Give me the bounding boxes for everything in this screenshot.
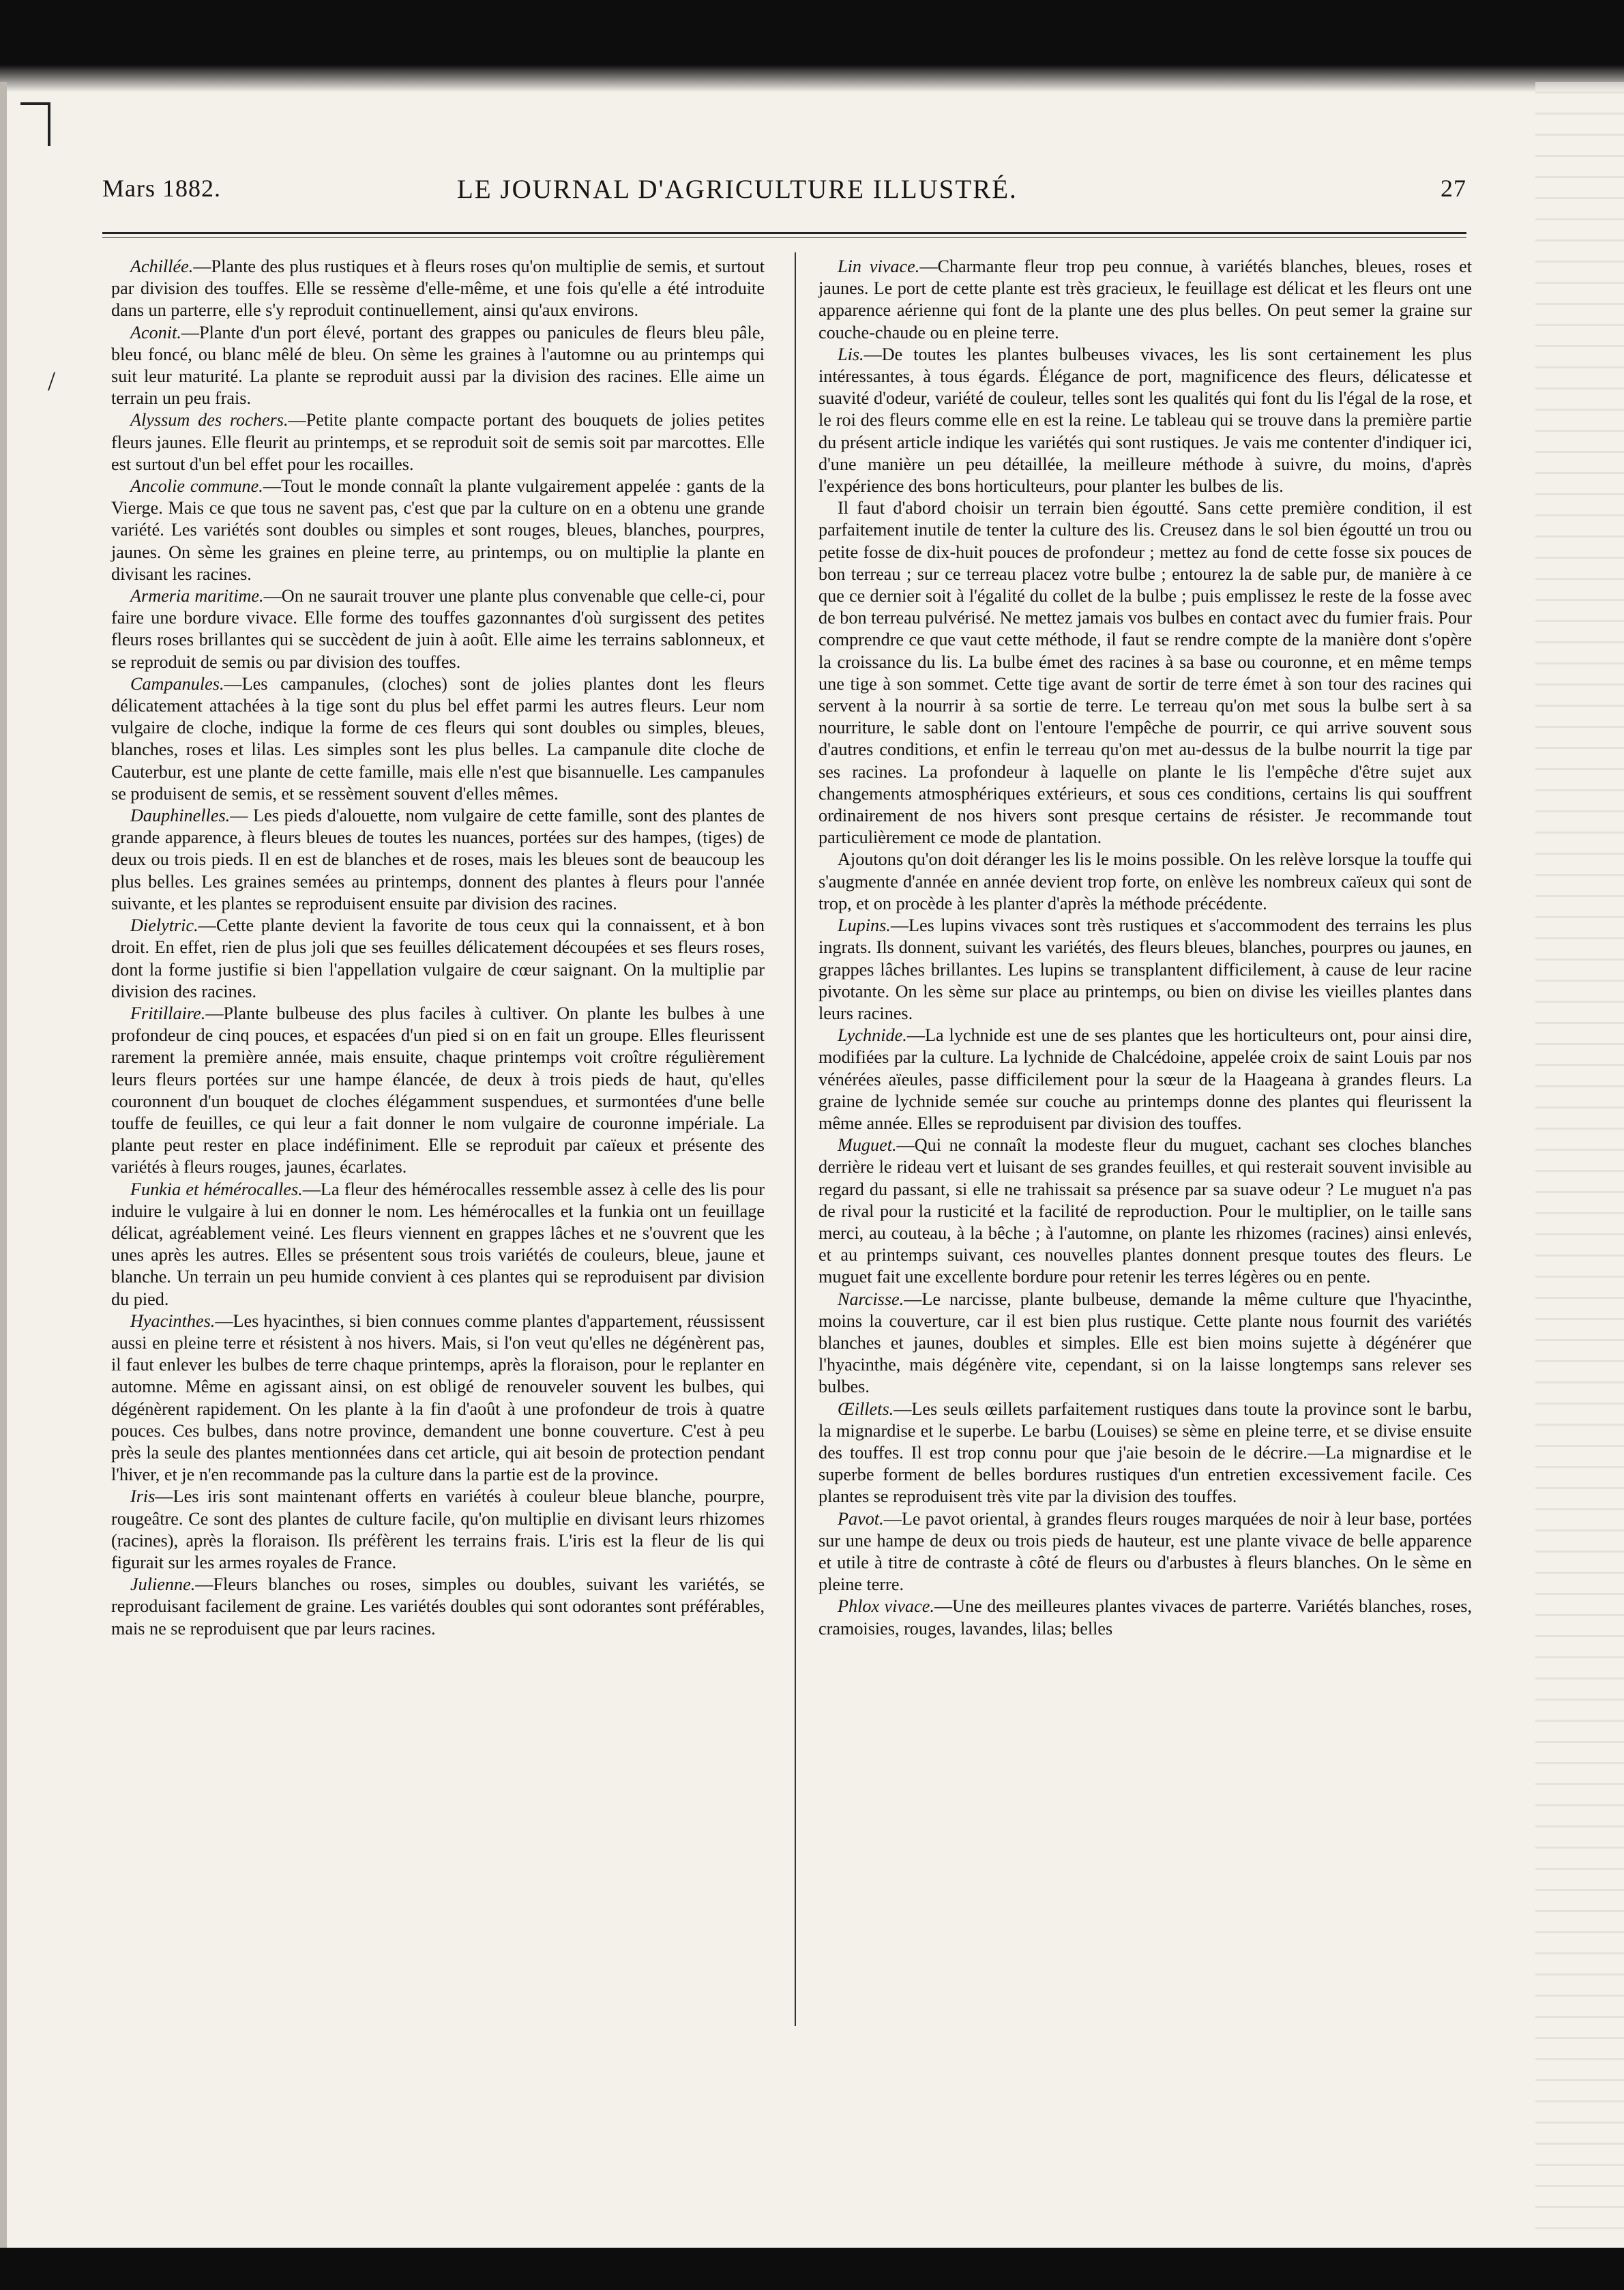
header-rule bbox=[102, 232, 1466, 234]
article-paragraph bbox=[818, 1596, 1472, 1639]
plant-term: Campanules. bbox=[130, 673, 224, 694]
header-date: Mars 1882. bbox=[102, 175, 221, 202]
paragraph-text: —Qui ne connaît la modeste fleur du muguet, cachant ses cloches blanches derrière le rideau vert et luisant de ses grandes feuilles, et qui resterait souvent invisible au regard du passant, si elle ne trahissait sa présence par sa suave odeur ? Le muguet n'a pas de rival pour la rusticité et la facilité de reproduction. Pour le multiplier, on le taille sans merci, au couteau, à la bêche ; à l'automne, on plante les rhizomes (racines) ainsi enlevés, et au printemps suivant, ces nouvelles plantes donnent presque toutes des fleurs. Le muguet fait une excellente bordure pour retenir les terres légères ou en pente. bbox=[818, 1135, 1472, 1287]
article-paragraph bbox=[111, 256, 765, 322]
article-paragraph bbox=[818, 1025, 1472, 1134]
paragraph-text: Il faut d'abord choisir un terrain bien égoutté. Sans cette première condition, il est parfaitement inutile de tenter la culture des lis. Creusez dans le sol bien égoutté un trou ou petite fosse de dix-huit pouces de profondeur ; mettez au fond de cette fosse six pouces de bon terreau ; sur ce terreau placez votre bulbe ; entourez la de sable pur, de manière à ce que ce dernier soit à l'égalité du collet de la bulbe ; puis emplissez le reste de la fosse avec de bon terreau pulvérisé. Ne mettez jamais vos bulbes en contact avec du fumier frais. Pour comprendre ce que vaut cette méthode, il faut se rendre compte de la manière dont s'opère la croissance du lis. La bulbe émet des racines à sa base ou couronne, et en même temps une tige à son sommet. Cette tige avant de sortir de terre émet à son tour des racines qui servent à la nourrir à sa sortie de terre. Le terreau qu'on met sous la bulbe sert à sa nourriture, le sable dont on l'entoure l'empêche de pourrir, ce qui arrive souvent sous d'autres conditions, et enfin le terreau qu'on met au-dessus de la bulbe nourrit la tige par ses racines. La profondeur à laquelle on plante le lis l'empêche d'être sujet aux changements atmosphériques extérieurs, et sous ces conditions, certains lis qui souffrent ordinairement de nos hivers sont presque certains de résister. Je recommande tout particulièrement ce mode de plantation. bbox=[818, 498, 1472, 848]
article-paragraph bbox=[818, 1508, 1472, 1596]
paragraph-text: —Les iris sont maintenant offerts en variétés à couleur bleue blanche, pourpre, rougeâtre. Ce sont des plantes de culture facile, qu'on multiplie en divisant leurs rhizomes (racines), après la floraison. Ils préfèrent les terrains frais. L'iris est la fleur de lis qui figurait sur les armes royales de France. bbox=[111, 1486, 765, 1572]
corner-mark bbox=[20, 102, 50, 146]
plant-term: Phlox vivace. bbox=[838, 1596, 934, 1617]
header-rule-thin bbox=[102, 237, 1466, 238]
paragraph-text: —Plante bulbeuse des plus faciles à cultiver. On plante les bulbes à une profondeur de cinq pouces, et espacées d'un pied si on en fait un groupe. Elles fleurissent rarement la première année, mais ensuite, chaque printemps voit croître régulièrement leurs fleurs portées sur une hampe élancée, de deux à trois pieds de haut, qu'elles couronnent d'un bouquet de cloches élégamment suspendues, et surmontées d'une belle touffe de feuilles, ce qui leur a fait donner le nom vulgaire de couronne impériale. La plante peut rester en place indéfiniment. Elle se reproduit par caïeux et présente des variétés à fleurs rouges, jaunes, écarlates. bbox=[111, 1003, 765, 1177]
paragraph-text: —Tout le monde connaît la plante vulgairement appelée : gants de la Vierge. Mais ce que tous ne savent pas, c'est que par la culture on en a obtenu une grande variété. Les variétés sont doubles ou simples et sont rouges, bleues, blanches, pourpres, jaunes. On sème les graines en pleine terre, au printemps, ou on multiplie la plante en divisant les racines. bbox=[111, 476, 765, 584]
plant-term: Dauphinelles. bbox=[130, 806, 231, 826]
article-paragraph bbox=[818, 1398, 1472, 1508]
plant-term: Narcisse. bbox=[838, 1289, 904, 1309]
article-paragraph bbox=[111, 585, 765, 673]
margin-mark: / bbox=[48, 366, 56, 396]
article-paragraph bbox=[818, 1289, 1472, 1398]
article-paragraph bbox=[111, 673, 765, 805]
paragraph-text: —De toutes les plantes bulbeuses vivaces, les lis sont certainement les plus intéressantes, à tous égards. Élégance de port, magnificence des fleurs, délicatesse et suavité d'odeur, variété de couleur, telles sont les qualités qui font du lis l'égal de la rose, et le roi des fleurs comme elle en est la reine. Le tableau qui se trouve dans la première partie du présent article indique les variétés qui sont rustiques. Je vais me contenter d'indiquer ici, d'une manière un peu détaillée, la meilleure méthode à suivre, du moins, d'après l'expérience des bons horticulteurs, pour planter les bulbes de lis. bbox=[818, 344, 1472, 497]
plant-term: Funkia et hémérocalles. bbox=[130, 1179, 303, 1199]
article-paragraph bbox=[111, 805, 765, 915]
article-paragraph bbox=[818, 849, 1472, 915]
paragraph-text: —La lychnide est une de ses plantes que les horticulteurs ont, pour ainsi dire, modifiées par la culture. La lychnide de Chalcédoine, appelée croix de saint Louis par nos vénérées aïeules, passe difficilement pour la sœur de la Haageana à grandes fleurs. La graine de lychnide semée sur couche au printemps donne des plantes qui fleurissent la même année. Elles se reproduisent par division des touffes. bbox=[818, 1025, 1472, 1133]
paragraph-text: Ajoutons qu'on doit déranger les lis le moins possible. On les relève lorsque la touffe qui s'augmente d'année en année devient trop forte, on enlève les nombreux caïeux qui sont de trop, et on procède à les planter d'après la méthode précédente. bbox=[818, 849, 1472, 913]
article-paragraph bbox=[111, 475, 765, 585]
page-number: 27 bbox=[1441, 175, 1466, 202]
article-paragraph bbox=[111, 1003, 765, 1179]
page-header bbox=[102, 174, 1466, 215]
article-paragraph bbox=[818, 256, 1472, 344]
plant-term: Julienne. bbox=[130, 1574, 196, 1595]
article-paragraph bbox=[111, 1310, 765, 1486]
plant-term: Fritillaire. bbox=[130, 1003, 206, 1023]
article-paragraph bbox=[111, 409, 765, 475]
plant-term: Œillets. bbox=[838, 1398, 894, 1419]
paragraph-text: —Les campanules, (cloches) sont de jolies plantes dont les fleurs délicatement attachées à la tige sont du plus bel effet parmi les autres fleurs. Leur nom vulgaire de cloche, indique la forme de ces fleurs qui sont doubles ou simples, bleues, blanches, roses et lilas. Les simples sont les plus belles. La campanule dite cloche de Cauterbur, est une plante de cette famille, mais elle n'est que bisannuelle. Les campanules se produisent de semis, et se ressèment souvent d'elles mêmes. bbox=[111, 673, 765, 804]
scan-top-border bbox=[0, 0, 1624, 92]
article-paragraph bbox=[111, 1486, 765, 1574]
plant-term: Iris bbox=[130, 1486, 156, 1507]
paragraph-text: —La fleur des hémérocalles ressemble assez à celle des lis pour induire le vulgaire à lui en donner le nom. Les hémérocalles et la funkia ont un feuillage délicat, agréablement veiné. Les fleurs viennent en grappes lâches et ne s'ouvrent que les unes après les autres. Elles se présentent sous trois variétés de couleurs, bleue, jaune et blanche. Un terrain un peu humide convient à ces plantes qui se reproduisent par division du pied. bbox=[111, 1179, 765, 1309]
paragraph-text: —Le narcisse, plante bulbeuse, demande la même culture que l'hyacinthe, moins la couverture, car il est bien plus rustique. Cette plante nous fournit des variétés blanches et jaunes, doubles et simples. Elle est bien moins sujette à dégénérer que l'hyacinthe, mais dégénère vite, cependant, si on la laisse longtemps sans relever ses bulbes. bbox=[818, 1289, 1472, 1397]
plant-term: Pavot. bbox=[838, 1508, 884, 1529]
plant-term: Achillée. bbox=[130, 256, 194, 276]
paragraph-text: — Les pieds d'alouette, nom vulgaire de cette famille, sont des plantes de grande apparence, à fleurs bleues de toutes les nuances, portées sur des hampes, (tiges) de deux ou trois pieds. Il en est de blanches et de roses, mais les bleues sont de beaucoup les plus belles. Les graines semées au printemps, donnent des plantes à fleurs pour l'année suivante, et les plantes se reproduisent ensuite par division des racines. bbox=[111, 806, 765, 913]
paragraph-text: —Cette plante devient la favorite de tous ceux qui la connaissent, et à bon droit. En effet, rien de plus joli que ses feuilles délicatement découpées et ses fleurs roses, dont la forme justifie si bien l'appellation vulgaire de cœur saignant. On la multiplie par division des racines. bbox=[111, 915, 765, 1001]
paragraph-text: —On ne saurait trouver une plante plus convenable que celle-ci, pour faire une bordure vivace. Elle forme des touffes gazonnantes d'où surgissent des petites fleurs roses brillantes qui se succèdent de juin à août. Elle aime les terrains sablonneux, et se reproduit de semis ou par division des touffes. bbox=[111, 586, 765, 672]
journal-title: LE JOURNAL D'AGRICULTURE ILLUSTRÉ. bbox=[457, 175, 1018, 204]
paragraph-text: —Les seuls œillets parfaitement rustiques dans toute la province sont le barbu, la mignardise et le superbe. Le barbu (Louises) se sème en pleine terre, et se divise ensuite des touffes. Il est trop connu pour que j'aie besoin de le décrire.—La mignardise et le superbe forment de belles bordures rustiques d'un entretien excessivement facile. Ces plantes se reproduisent très vite par la division des touffes. bbox=[818, 1398, 1472, 1507]
plant-term: Lin vivace. bbox=[838, 256, 920, 276]
article-paragraph bbox=[818, 1134, 1472, 1288]
paragraph-text: —Fleurs blanches ou roses, simples ou doubles, suivant les variétés, se reproduisant facilement de graine. Les variétés doubles qui sont odorantes sont préférables, mais ne se reproduisent que par leurs racines. bbox=[111, 1574, 765, 1639]
article-paragraph bbox=[111, 1179, 765, 1310]
plant-term: Dielytric. bbox=[130, 915, 198, 936]
plant-term: Lupins. bbox=[838, 915, 891, 936]
paragraph-text: —Plante des plus rustiques et à fleurs roses qu'on multiplie de semis, et surtout par division des touffes. Elle se ressème d'elle-même, et une fois qu'elle a été introduite dans un parterre, elle s'y reproduit continuellement, ainsi qu'aux environs. bbox=[111, 256, 765, 321]
paragraph-text: —Petite plante compacte portant des bouquets de jolies petites fleurs jaunes. Elle fleurit au printemps, et se reproduit soit de semis soit par marcottes. Elle est surtout d'un bel effet pour les rocailles. bbox=[111, 410, 765, 474]
scan-bottom-border bbox=[0, 2248, 1624, 2290]
paragraph-text: —Charmante fleur trop peu connue, à variétés blanches, bleues, roses et jaunes. Le port de cette plante est très gracieux, le feuillage est délicat et les fleurs ont une apparence aérienne qui font de la plante une des plus belles. On peut semer la graine sur couche-chaude ou en pleine terre. bbox=[818, 256, 1472, 342]
paragraph-text: —Plante d'un port élevé, portant des grappes ou panicules de fleurs bleu pâle, bleu foncé, ou blanc mêlé de bleu. On sème les graines à l'automne ou au printemps qui suit leur maturité. La plante se reproduit aussi par la division des racines. Elle aime un terrain un peu frais. bbox=[111, 322, 765, 409]
article-paragraph bbox=[111, 1574, 765, 1640]
plant-term: Lychnide. bbox=[838, 1025, 907, 1046]
plant-term: Ancolie commune. bbox=[130, 476, 263, 497]
scan-right-edge bbox=[1535, 82, 1624, 2251]
plant-term: Lis. bbox=[838, 344, 864, 364]
left-column bbox=[111, 256, 765, 1640]
article-paragraph bbox=[818, 915, 1472, 1025]
plant-term: Armeria maritime. bbox=[130, 586, 264, 606]
plant-term: Muguet. bbox=[838, 1135, 897, 1156]
scan-left-edge bbox=[0, 82, 7, 2251]
plant-term: Alyssum des rochers. bbox=[130, 410, 289, 430]
paragraph-text: —Le pavot oriental, à grandes fleurs rouges marquées de noir à leur base, portées sur une hampe de deux ou trois pieds de hauteur, est une plante vivace de belle apparence et utile à titre de contraste à côté de fleurs ou d'arbustes à fleurs blanches. On le sème en pleine terre. bbox=[818, 1508, 1472, 1595]
article-paragraph bbox=[818, 344, 1472, 497]
paragraph-text: —Les hyacinthes, si bien connues comme plantes d'appartement, réussissent aussi en pleine terre et résistent à nos hivers. Mais, si l'on veut qu'elles ne dégénèrent pas, il faut enlever les bulbes de terre chaque printemps, après la floraison, pour le replanter en automne. Même en agissant ainsi, on est obligé de renouveler souvent les bulbes, qui dégénèrent rapidement. On les plante à la fin d'août à une profondeur de trois à quatre pouces. Ces bulbes, dans notre province, demandent une bonne couverture. C'est à peu près la seule des plantes mentionnées dans cet article, qui ait besoin de protection pendant l'hiver, et je n'en recommande pas la culture dans la partie est de la province. bbox=[111, 1310, 765, 1485]
paragraph-text: —Une des meilleures plantes vivaces de parterre. Variétés blanches, roses, cramoisies, rouges, lavandes, lilas; belles bbox=[818, 1596, 1472, 1639]
right-column bbox=[818, 256, 1472, 1640]
article-paragraph bbox=[111, 915, 765, 1003]
plant-term: Aconit. bbox=[130, 322, 181, 342]
article-paragraph bbox=[818, 497, 1472, 849]
paragraph-text: —Les lupins vivaces sont très rustiques et s'accommodent des terrains les plus ingrats. Ils donnent, suivant les variétés, des fleurs bleues, blanches, pourpres ou jaunes, en grappes lâches brillantes. Les lupins se transplantent difficilement, à cause de leur racine pivotante. On les sème sur place au printemps, ou bien on divise les vieilles plantes dans leurs racines. bbox=[818, 915, 1472, 1023]
column-divider bbox=[795, 252, 796, 2026]
plant-term: Hyacinthes. bbox=[130, 1310, 216, 1331]
article-paragraph bbox=[111, 322, 765, 410]
